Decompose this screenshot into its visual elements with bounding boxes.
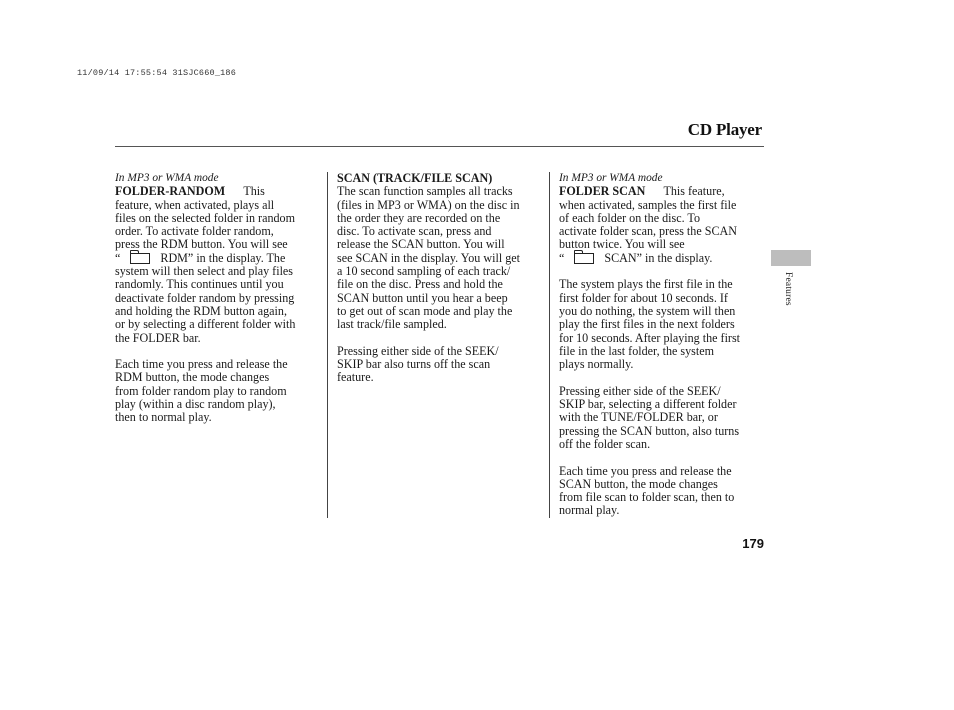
body-line: off the folder scan. (559, 436, 651, 451)
body-line: SKIP bar, selecting a different folder (559, 397, 737, 412)
body-line: the order they are recorded on the (337, 210, 501, 225)
quote-open: “ (115, 250, 121, 265)
body-line: the FOLDER bar. (115, 330, 201, 345)
body-line: Pressing either side of the SEEK/ (559, 383, 721, 398)
section-side-label: Features (783, 272, 793, 306)
heading-trailing-text: This feature, (663, 184, 725, 199)
paragraph-gap (559, 371, 765, 384)
display-text: SCAN” in the display. (604, 250, 713, 265)
paragraph-gap (559, 451, 765, 464)
column-scan (337, 172, 543, 385)
folder-display-icon (130, 253, 150, 264)
mode-label: In MP3 or WMA mode (115, 172, 219, 184)
body-line: button twice. You will see (559, 237, 685, 252)
folder-display-icon (574, 253, 594, 264)
body-line: randomly. This continues until you (115, 277, 284, 292)
body-line: The system plays the first file in the (559, 277, 733, 292)
body-line: feature. (337, 370, 374, 385)
body-line: and holding the RDM button again, (115, 303, 287, 318)
body-line: deactivate folder random by pressing (115, 290, 295, 305)
body-line: order. To activate folder random, (115, 224, 274, 239)
body-line: when activated, samples the first file (559, 197, 737, 212)
column-divider (549, 172, 550, 518)
body-line: for 10 seconds. After playing the first (559, 330, 741, 345)
section-heading: SCAN (TRACK/FILE SCAN) (337, 171, 493, 185)
body-line: The scan function samples all tracks (337, 184, 513, 199)
paragraph-gap (115, 345, 321, 358)
page-number: 179 (742, 536, 764, 551)
body-line: Each time you press and release the (559, 463, 732, 478)
column-folder-random (115, 172, 321, 425)
body-line: RDM button, the mode changes (115, 370, 270, 385)
column-divider (327, 172, 328, 518)
page-title: CD Player (687, 120, 762, 139)
body-line: plays normally. (559, 357, 634, 372)
body-line: feature, when activated, plays all (115, 197, 275, 212)
body-line: first folder for about 10 seconds. If (559, 290, 728, 305)
body-line: of each folder on the disc. To (559, 210, 700, 225)
section-heading-line (115, 185, 321, 198)
body-line: Each time you press and release the (115, 357, 288, 372)
body-line: then to normal play. (115, 410, 212, 425)
body-line: normal play. (559, 503, 620, 518)
paragraph-gap (559, 265, 765, 278)
body-line: pressing the SCAN button, also turns (559, 423, 740, 438)
body-line: SCAN button, the mode changes (559, 476, 718, 491)
heading-trailing-text: This (243, 184, 265, 199)
body-line: activate folder scan, press the SCAN (559, 224, 737, 239)
body-line: with the TUNE/FOLDER bar, or (559, 410, 718, 425)
section-heading: FOLDER SCAN (559, 184, 646, 199)
body-line: press the RDM button. You will see (115, 237, 288, 252)
body-line: play (within a disc random play), (115, 397, 276, 412)
body-line: (files in MP3 or WMA) on the disc in (337, 197, 520, 212)
body-line: disc. To activate scan, press and (337, 224, 492, 239)
section-heading: FOLDER-RANDOM (115, 184, 226, 199)
print-stamp: 11/09/14 17:55:54 31SJC660_186 (77, 68, 237, 78)
body-line: Pressing either side of the SEEK/ (337, 343, 499, 358)
body-line: SCAN button until you hear a beep (337, 290, 508, 305)
body-line: files on the selected folder in random (115, 210, 296, 225)
body-line: SKIP bar also turns off the scan (337, 357, 491, 372)
body-line: a 10 second sampling of each track/ (337, 264, 511, 279)
body-line: from folder random play to random (115, 383, 287, 398)
display-text: RDM” in the display. The (160, 250, 286, 265)
section-heading-line (559, 185, 765, 198)
body-line: from file scan to folder scan, then to (559, 490, 735, 505)
body-line: release the SCAN button. You will (337, 237, 505, 252)
title-divider (115, 146, 764, 147)
body-line: play the first files in the next folders (559, 317, 735, 332)
body-line: file on the disc. Press and hold the (337, 277, 503, 292)
section-side-tab (771, 250, 811, 266)
mode-label: In MP3 or WMA mode (559, 172, 663, 184)
body-line: last track/file sampled. (337, 317, 447, 332)
quote-open: “ (559, 250, 565, 265)
display-indicator-line (115, 252, 321, 265)
body-line: or by selecting a different folder with (115, 317, 296, 332)
body-line: see SCAN in the display. You will get (337, 250, 520, 265)
body-line: to get out of scan mode and play the (337, 303, 513, 318)
body-line: system will then select and play files (115, 264, 294, 279)
body-line: you do nothing, the system will then (559, 303, 736, 318)
paragraph-gap (337, 332, 543, 345)
column-folder-scan (559, 172, 765, 518)
display-indicator-line (559, 252, 765, 265)
body-line: file in the last folder, the system (559, 343, 715, 358)
